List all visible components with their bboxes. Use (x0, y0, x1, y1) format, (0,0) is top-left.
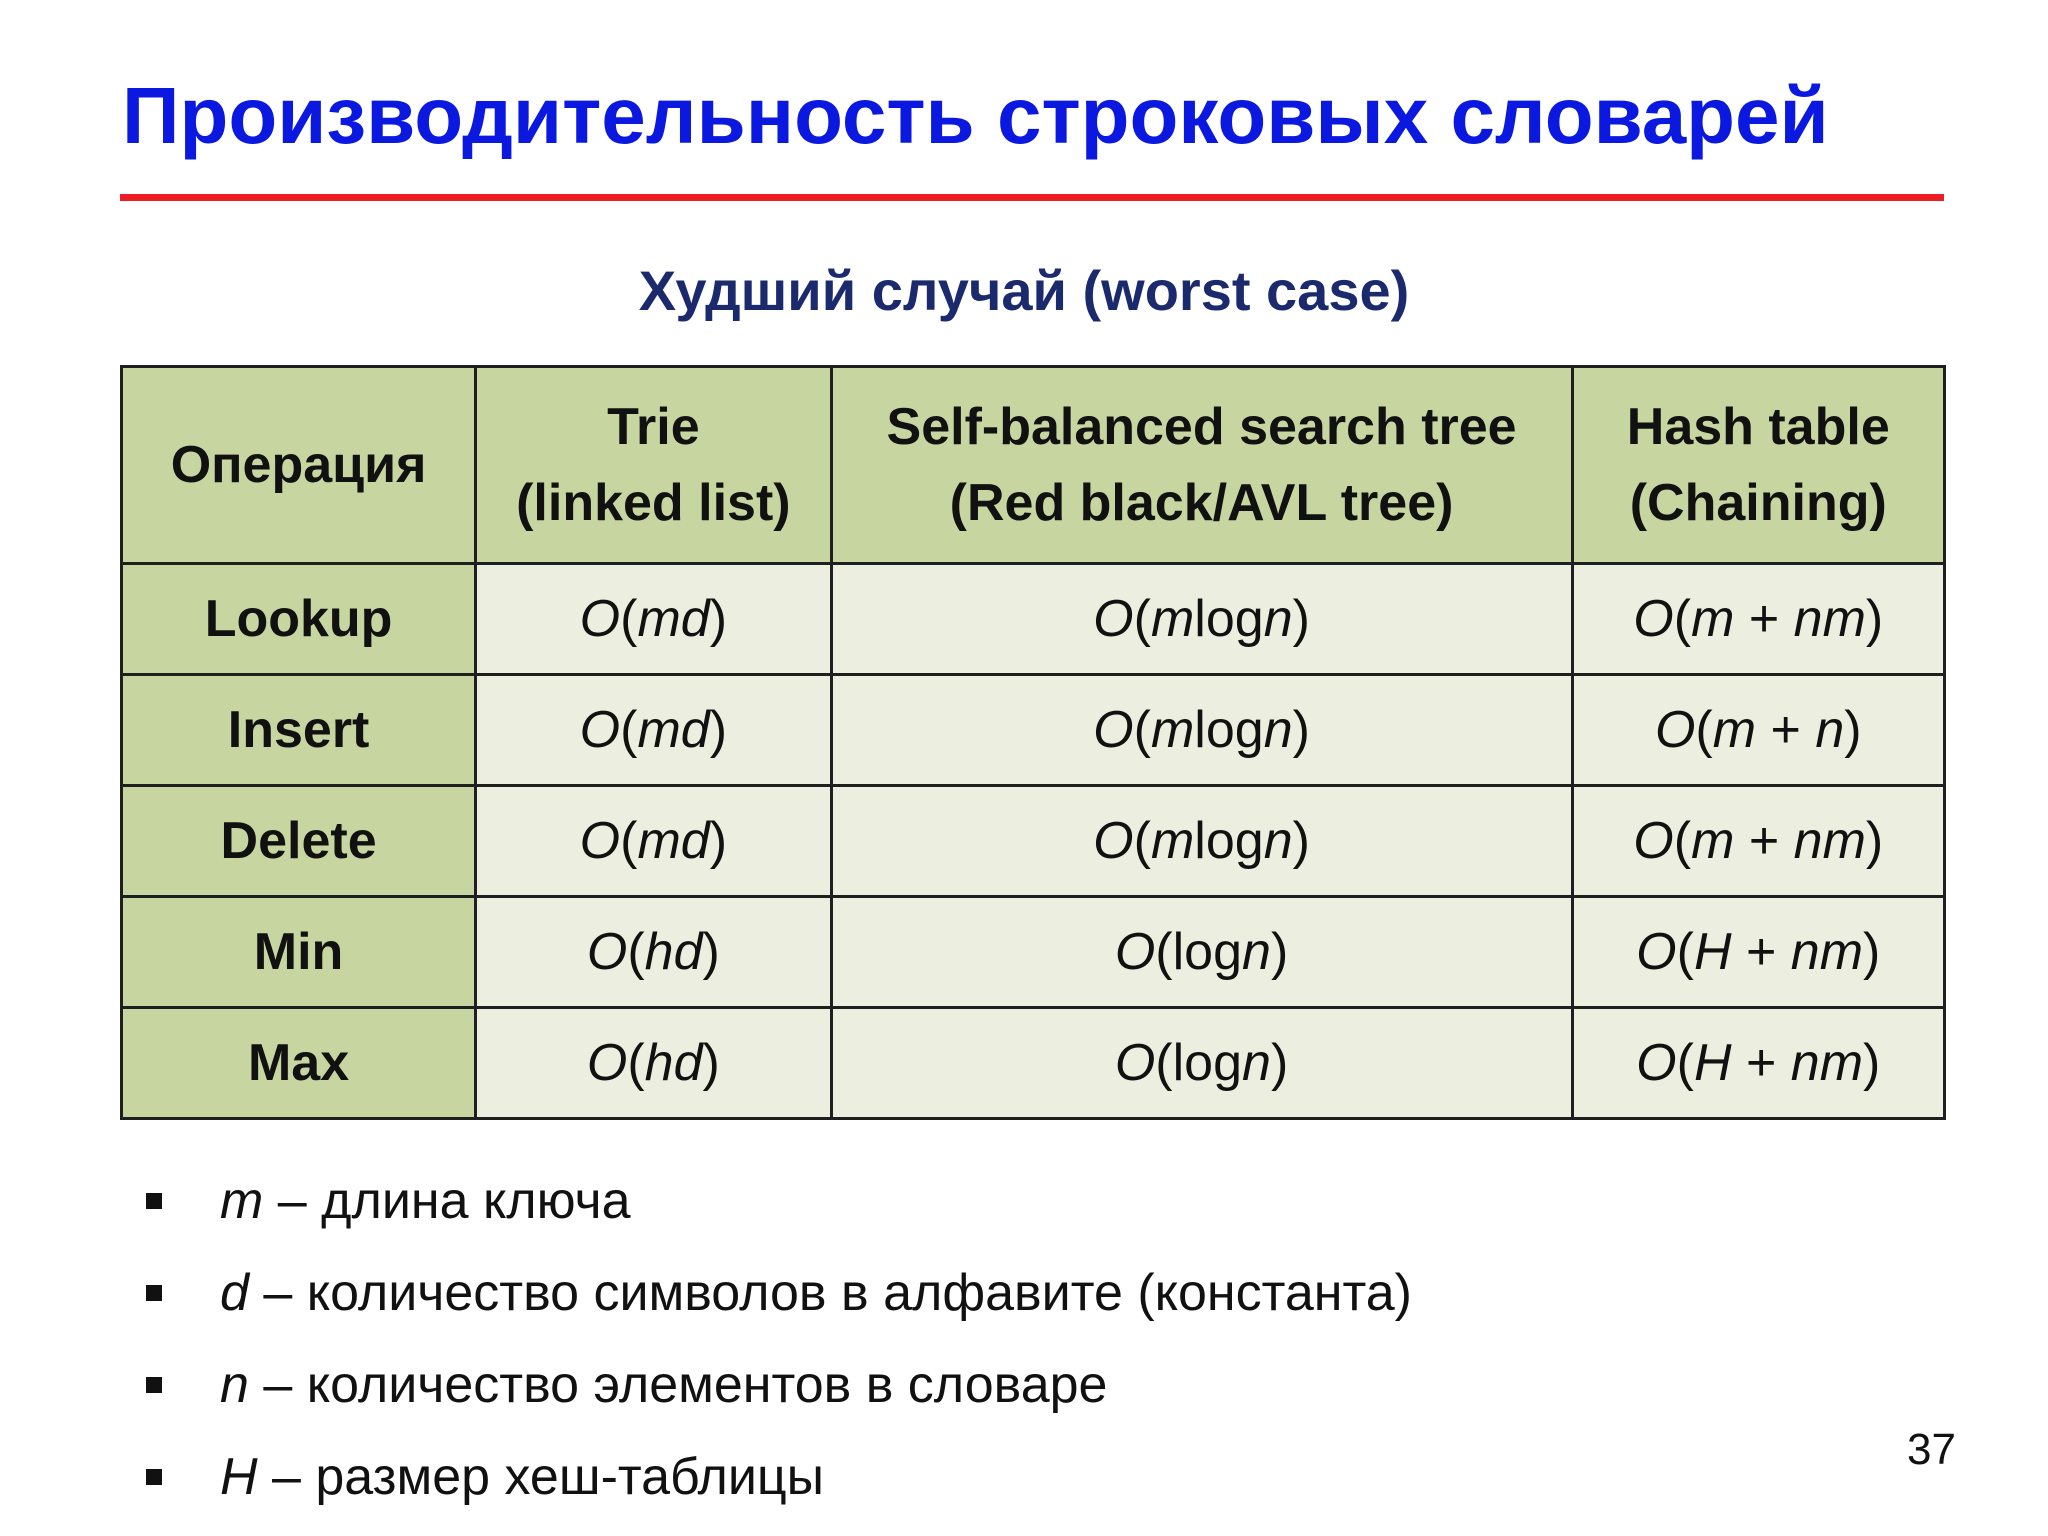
hash-complexity: O(H + nm) (1572, 897, 1944, 1008)
square-bullet-icon (146, 1285, 162, 1301)
table-header-row (122, 367, 1945, 564)
row-operation: Insert (122, 675, 476, 786)
tree-complexity: O(mlogn) (831, 564, 1572, 675)
square-bullet-icon (146, 1193, 162, 1209)
header-hash-line2: (Chaining) (1629, 474, 1887, 532)
legend-variable: d (220, 1264, 249, 1322)
table-row (122, 897, 1945, 1008)
trie-complexity: O(hd) (476, 897, 831, 1008)
header-trie (476, 367, 831, 564)
page-number: 37 (1907, 1425, 1956, 1474)
legend-variable: n (220, 1356, 249, 1414)
table-subtitle: Худший случай (worst case) (638, 259, 1410, 322)
header-operation (122, 367, 476, 564)
table-row (122, 786, 1945, 897)
header-tree-line2: (Red black/AVL tree) (949, 474, 1454, 532)
list-item (140, 1247, 1412, 1339)
header-hash-line1: Hash table (1626, 398, 1890, 456)
row-operation: Lookup (122, 564, 476, 675)
trie-complexity: O(md) (476, 564, 831, 675)
complexity-table (120, 365, 1946, 1120)
square-bullet-icon (146, 1377, 162, 1393)
tree-complexity: O(mlogn) (831, 786, 1572, 897)
header-tree-line1: Self-balanced search tree (886, 398, 1517, 456)
header-hash (1572, 367, 1944, 564)
header-trie-line2: (linked list) (516, 474, 791, 532)
list-item (140, 1339, 1412, 1431)
list-item (140, 1431, 1412, 1523)
tree-complexity: O(mlogn) (831, 675, 1572, 786)
header-operation-label: Операция (170, 436, 427, 494)
title-underline (120, 194, 1944, 201)
header-trie-line1: Trie (607, 398, 700, 456)
hash-complexity: O(H + nm) (1572, 1008, 1944, 1119)
row-operation: Min (122, 897, 476, 1008)
table-row (122, 564, 1945, 675)
row-operation: Max (122, 1008, 476, 1119)
hash-complexity: O(m + nm) (1572, 786, 1944, 897)
legend-variable: m (220, 1172, 264, 1230)
square-bullet-icon (146, 1469, 162, 1485)
hash-complexity: O(m + nm) (1572, 564, 1944, 675)
tree-complexity: O(logn) (831, 1008, 1572, 1119)
trie-complexity: O(md) (476, 786, 831, 897)
list-item (140, 1155, 1412, 1247)
legend-description: – длина ключа (263, 1172, 631, 1230)
header-tree (831, 367, 1572, 564)
trie-complexity: O(hd) (476, 1008, 831, 1119)
legend-description: – размер хеш-таблицы (257, 1448, 825, 1506)
tree-complexity: O(logn) (831, 897, 1572, 1008)
variable-legend (140, 1155, 1412, 1523)
legend-description: – количество элементов в словаре (248, 1356, 1108, 1414)
slide-title: Производительность строковых словарей (122, 71, 1829, 160)
table-row (122, 1008, 1945, 1119)
legend-description: – количество символов в алфавите (константа) (248, 1264, 1412, 1322)
legend-variable: H (220, 1448, 258, 1506)
hash-complexity: O(m + n) (1572, 675, 1944, 786)
row-operation: Delete (122, 786, 476, 897)
trie-complexity: O(md) (476, 675, 831, 786)
table-row (122, 675, 1945, 786)
